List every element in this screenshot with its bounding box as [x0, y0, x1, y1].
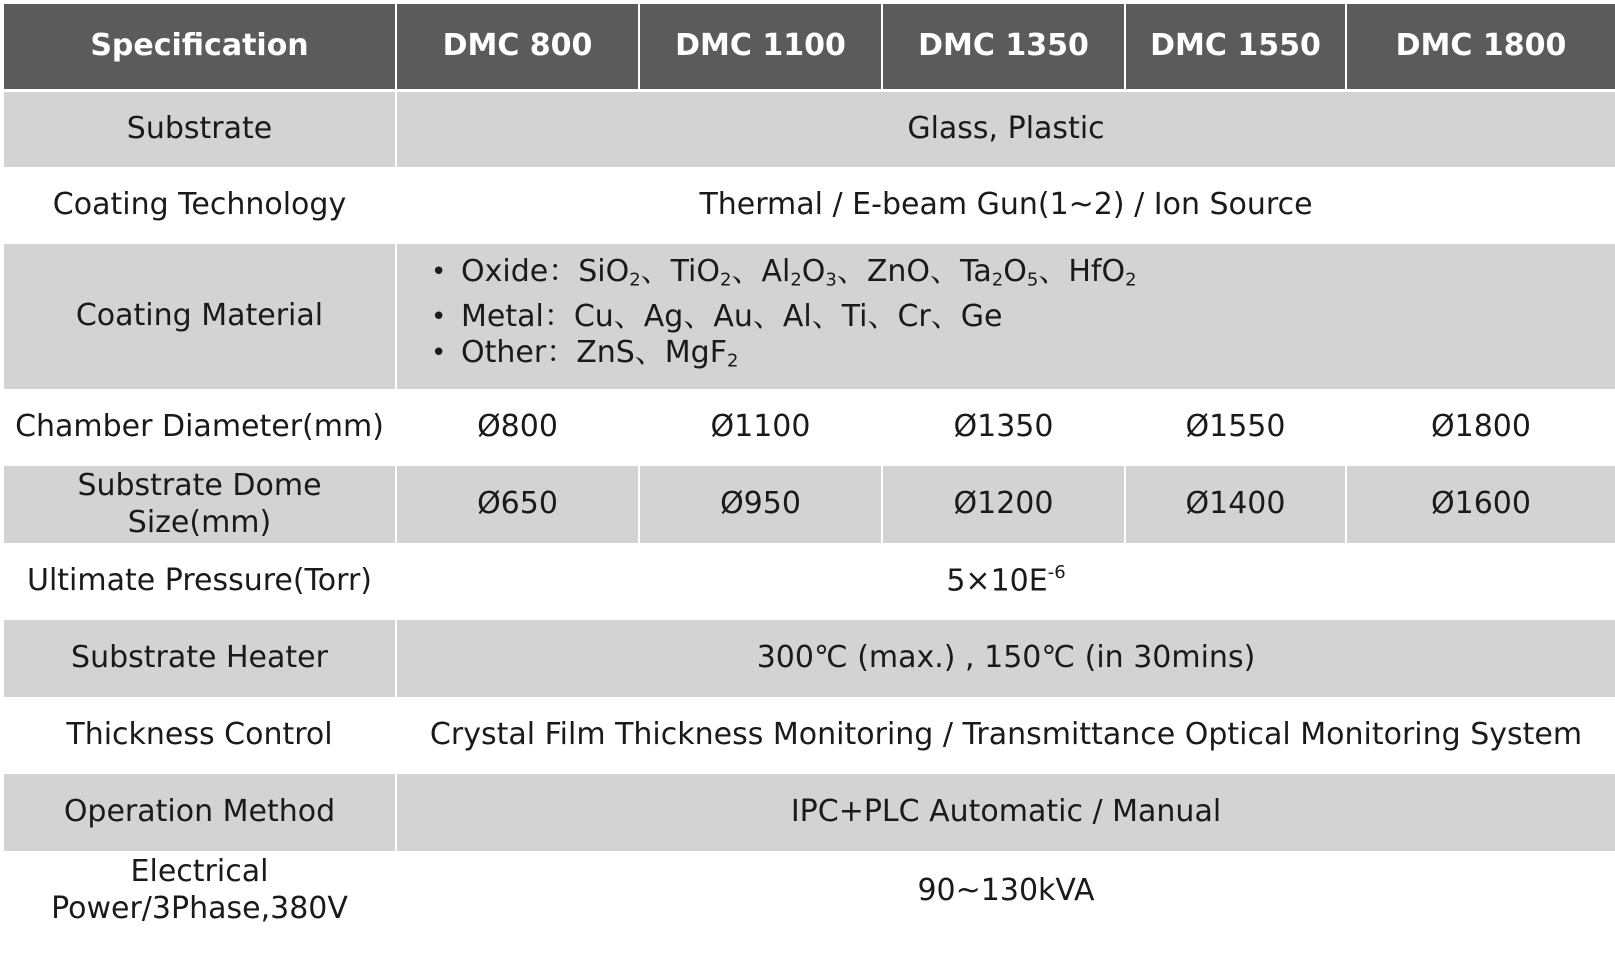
- material-metal-items: Cu、Ag、Au、Al、Ti、Cr、Ge: [573, 298, 1003, 334]
- chamber-diameter-dmc-800: Ø800: [396, 389, 639, 466]
- ultimate-pressure-value: [396, 543, 1615, 620]
- dome-size-dmc-1800: Ø1600: [1346, 466, 1615, 543]
- material-category-label: Other ：: [461, 335, 576, 370]
- header-model-dmc-1350: DMC 1350: [882, 4, 1125, 90]
- dome-size-dmc-800: Ø650: [396, 466, 639, 543]
- row-value: IPC+PLC Automatic / Manual: [396, 774, 1615, 851]
- material-oxide-items: SiO$_2$、TiO$_2$、$Al_2O_3$、ZnO、$Ta_2O_5$、HfO$_2$: [578, 254, 1137, 291]
- pressure-base: 5×10E: [946, 564, 1048, 599]
- material-category-label: Metal ：: [461, 299, 574, 334]
- material-formula: ZnO: [866, 254, 931, 289]
- row-coating-material: [4, 244, 1615, 389]
- material-formula: TiO$_2$: [670, 254, 732, 291]
- material-formula: MgF$_2$: [664, 334, 739, 371]
- specification-table: [4, 4, 1615, 931]
- material-other: [431, 335, 1609, 380]
- row-label: Substrate Heater: [4, 620, 396, 697]
- dome-size-dmc-1550: Ø1400: [1125, 466, 1346, 543]
- header-model-dmc-800: DMC 800: [396, 4, 639, 90]
- material-oxide: [431, 254, 1609, 299]
- row-thickness-control: [4, 697, 1615, 774]
- row-label: Coating Technology: [4, 167, 396, 244]
- row-coating-technology: [4, 167, 1615, 244]
- row-label: Chamber Diameter(mm): [4, 389, 396, 466]
- label-line-2: Power/3Phase,380V: [51, 891, 348, 926]
- chamber-diameter-dmc-1800: Ø1800: [1346, 389, 1615, 466]
- row-label: Substrate: [4, 90, 396, 167]
- chamber-diameter-dmc-1100: Ø1100: [639, 389, 882, 466]
- material-other-items: ZnS、MgF$_2$: [576, 334, 739, 371]
- material-category-label: Oxide ：: [461, 254, 578, 289]
- material-formula: SiO$_2$: [578, 254, 641, 291]
- row-label: Thickness Control: [4, 697, 396, 774]
- material-formula: $Ta_2O_5$: [960, 254, 1039, 291]
- row-value: 90~130kVA: [396, 851, 1615, 931]
- material-formula: ZnS: [576, 334, 635, 370]
- row-value: 300℃ (max.) , 150℃ (in 30mins): [396, 620, 1615, 697]
- chamber-diameter-dmc-1550: Ø1550: [1125, 389, 1346, 466]
- dome-size-dmc-1100: Ø950: [639, 466, 882, 543]
- header-row: [4, 4, 1615, 90]
- header-model-dmc-1800: DMC 1800: [1346, 4, 1615, 90]
- row-label: Ultimate Pressure(Torr): [4, 543, 396, 620]
- material-metal: [431, 299, 1609, 335]
- row-electrical-power: [4, 851, 1615, 931]
- chamber-diameter-dmc-1350: Ø1350: [882, 389, 1125, 466]
- header-specification: Specification: [4, 4, 396, 90]
- row-chamber-diameter: [4, 389, 1615, 466]
- material-formula: $Al_2O_3$: [761, 254, 837, 291]
- label-line-1: Electrical: [130, 854, 269, 890]
- row-label: [4, 851, 396, 931]
- row-ultimate-pressure: [4, 543, 1615, 620]
- dome-size-dmc-1350: Ø1200: [882, 466, 1125, 543]
- row-value: Glass, Plastic: [396, 90, 1615, 167]
- row-dome-size: [4, 466, 1615, 543]
- row-operation-method: [4, 774, 1615, 851]
- row-label: Coating Material: [4, 244, 396, 389]
- row-substrate: [4, 90, 1615, 167]
- row-value: Thermal / E-beam Gun(1~2) / Ion Source: [396, 167, 1615, 244]
- header-model-dmc-1100: DMC 1100: [639, 4, 882, 90]
- row-value: Crystal Film Thickness Monitoring / Transmittance Optical Monitoring System: [396, 697, 1615, 774]
- row-label: Substrate Dome Size(mm): [4, 466, 396, 543]
- coating-material-list: [396, 244, 1615, 389]
- material-formula: HfO$_2$: [1068, 254, 1137, 291]
- header-model-dmc-1550: DMC 1550: [1125, 4, 1346, 90]
- pressure-exponent: -6: [1047, 562, 1066, 584]
- row-label: Operation Method: [4, 774, 396, 851]
- row-substrate-heater: [4, 620, 1615, 697]
